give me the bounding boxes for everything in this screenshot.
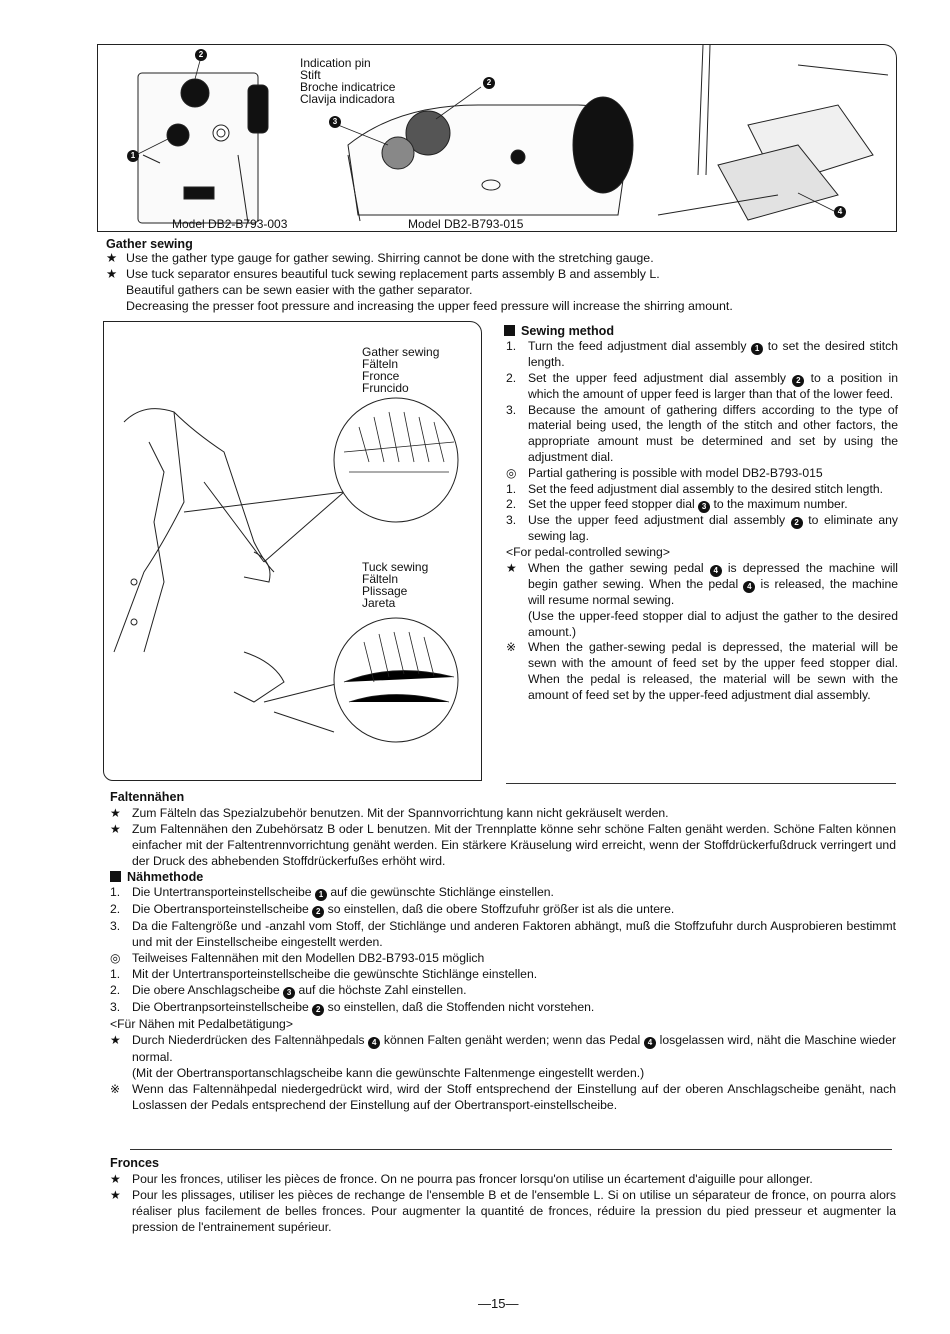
callout-icon: 2 [312,1004,324,1016]
tuck-label-1: Fälteln [362,572,399,586]
callout-3-mid: 3 [329,116,341,128]
pedal-asterisk-note: ※ When the gather-sewing pedal is depressed, the material will be sewn with the amount of feed set by the upper feed stopper dial. When the pedal is released, the material will be sewn with the amount of feed set by the upper-feed adjustment dial assembly. [506,640,898,702]
callout-icon: 4 [710,565,722,577]
german-heading: Faltennähen [110,790,185,804]
partial-step-3: 3. Use the upper feed adjustment dial assembly 2 to eliminate any sewing lag. [506,513,899,544]
gather-label-0: Gather sewing [362,345,440,359]
indication-label-1: Stift [300,68,321,82]
german-bullet-2: ★ Zum Faltennähen den Zubehörsatz B oder L benutzen. Mit der Trennplatte könne sehr schöne Falten genäht werden. Schöne Falten können einfacher mit der Faltentrennvorrichtung genäht werden. Ein stärkere Kräuselung wird erreicht, wenn der Stoffdrückerfußdruck verringert und der Druck des abhebenden Stoffdrückerfußes erhöht wird. [110,822,896,868]
gather-heading: Gather sewing [106,237,193,251]
german-pedal-heading: <Für Nähen mit Pedalbetätigung> [110,1017,293,1031]
gather-line-2: Beautiful gathers can be sewn easier with the gather separator. [126,283,473,297]
german-section [110,790,896,1113]
callout-icon: 4 [743,581,755,593]
german-partial-step-3: 3. Die Obertranpsorteinstellscheibe 2 so einstellen, daß die Stoffenden nicht vorstehen. [110,1000,595,1014]
callout-2-top: 2 [195,49,207,61]
callout-icon: 1 [751,343,763,355]
method-step-3: 3. Because the amount of gathering differs according to the type of material being used, the length of the stitch and other factors, the appropriate amount must be determined and set by using the adjustment dial. [506,402,898,464]
callout-icon: 2 [792,375,804,387]
german-asterisk-note: ※ Wenn das Faltennähpedal niedergedrückt wird, wird der Stoff entsprechend der Einstellung auf der oberen Anschlagscheibe genäht, nach Loslassen der Pedals entsprechend der Einstellung auf der Obertransport-einstellscheibe. [110,1082,896,1112]
callout-4-pedal: 4 [834,206,846,218]
callout-2-mid: 2 [483,77,495,89]
illustration-drawing [104,322,479,778]
partial-step-1: 1. Set the feed adjustment dial assembly to the desired stitch length. [506,481,883,496]
indication-label-0: Indication pin [300,56,371,70]
method-step-2: 2. Set the upper feed adjustment dial assembly 2 to a position in which the amount of upper feed is larger than that of the lower feed. [506,370,898,401]
model-right-label: Model DB2-B793-015 [408,217,524,231]
indication-label-2: Broche indicatrice [300,80,396,94]
german-method-heading: Nähmethode [110,870,896,884]
divider-1 [506,783,896,784]
german-partial-step-2: 2. Die obere Anschlagscheibe 3 auf die höchste Zahl einstellen. [110,983,467,997]
german-pedal-instruction: ★ Durch Niederdrücken des Faltennähpedals 4 können Falten genäht werden; wenn das Pedal 4 losgelassen wird, näht die Maschine wieder normal. (Mit der Obertransportanschlagscheibe kann die gewünschte Faltenmenge eingestellt werden.) [110,1033,897,1080]
section-marker-icon [504,325,515,336]
pedal-heading: <For pedal-controlled sewing> [506,545,670,560]
callout-icon: 1 [315,889,327,901]
callout-icon: 4 [644,1037,656,1049]
method-step-1: 1. Turn the feed adjustment dial assembly 1 to set the desired stitch length. [506,339,898,369]
divider-2 [130,1149,892,1150]
french-bullet-1: ★ Pour les fronces, utiliser les pièces de fronce. On ne pourra pas froncer lorsqu'on utilise un écartement d'aiguille pour allonger. [110,1172,813,1186]
german-step-3: 3. Da die Faltengröße und -anzahl vom Stoff, der Stichlänge und anderen Faktoren abhängt, muß die Stoffzufuhr durch Ausprobieren bestimmt und mit der Einstellscheibe eingestellt werden. [110,919,896,949]
top-figure-illustration [98,45,894,229]
gather-line-3: Decreasing the presser foot pressure and increasing the upper feed pressure will increase the shirring amount. [126,299,733,313]
sewing-method-column [506,324,898,704]
sewing-method-heading: Sewing method [504,324,898,338]
indication-label-3: Clavija indicadora [300,92,395,106]
gather-label-1: Fälteln [362,357,399,371]
german-partial-note: ◎ Teilweises Faltennähen mit den Modellen DB2-B793-015 möglich [110,951,485,965]
gather-label-3: Fruncido [362,381,409,395]
model-left-label: Model DB2-B793-003 [172,217,288,231]
section-marker-icon [110,871,121,882]
tuck-label-2: Plissage [362,584,408,598]
callout-icon: 4 [368,1037,380,1049]
pedal-instruction: ★ When the gather sewing pedal 4 is depressed the machine will begin gather sewing. When the pedal 4 is released, the machine will resume normal sewing. (Use the upper-feed stopper dial to adjust the gather to the desired amount.) [506,560,899,639]
german-step-1: 1. Die Untertransporteinstellscheibe 1 auf die gewünschte Stichlänge einstellen. [110,885,554,899]
callout-icon: 2 [791,517,803,529]
german-partial-step-1: 1. Mit der Untertransporteinstellscheibe die gewünschte Stichlänge einstellen. [110,967,538,981]
partial-step-2: 2. Set the upper feed stopper dial 3 to the maximum number. [506,497,848,512]
german-step-2: 2. Die Obertransporteinstellscheibe 2 so einstellen, daß die obere Stoffzufuhr größer ist als die untere. [110,902,675,916]
partial-note: ◎ Partial gathering is possible with model DB2-B793-015 [506,465,823,480]
page-number: —15— [478,1296,519,1311]
callout-icon: 2 [312,906,324,918]
german-bullet-1: ★ Zum Fälteln das Spezialzubehör benutzen. Mit der Spannvorrichtung kann nicht gekräuselt werden. [110,806,669,820]
callout-1-left: 1 [127,150,139,162]
gather-line-1: ★ Use tuck separator ensures beautiful tuck sewing replacement parts assembly B and assembly L. [106,267,660,281]
french-bullet-2: ★ Pour les plissages, utiliser les pièces de rechange de l'ensemble B et de l'ensemble L. Si on utilise un séparateur de fronce, on pourra alors réaliser plus facilement de belles fronces. Pour augmenter la quantité de fronces, réduire la pression du pied presseur et augmenter la pression de l'entrainement supérieur. [110,1188,896,1234]
gather-line-0: ★ Use the gather type gauge for gather sewing. Shirring cannot be done with the stretching gauge. [106,251,654,265]
french-heading: Fronces [110,1156,159,1170]
tuck-label-0: Tuck sewing [362,560,429,574]
french-section [110,1156,896,1235]
callout-icon: 3 [283,987,295,999]
gather-label-2: Fronce [362,369,400,383]
tuck-label-3: Jareta [362,596,396,610]
callout-icon: 3 [698,501,710,513]
